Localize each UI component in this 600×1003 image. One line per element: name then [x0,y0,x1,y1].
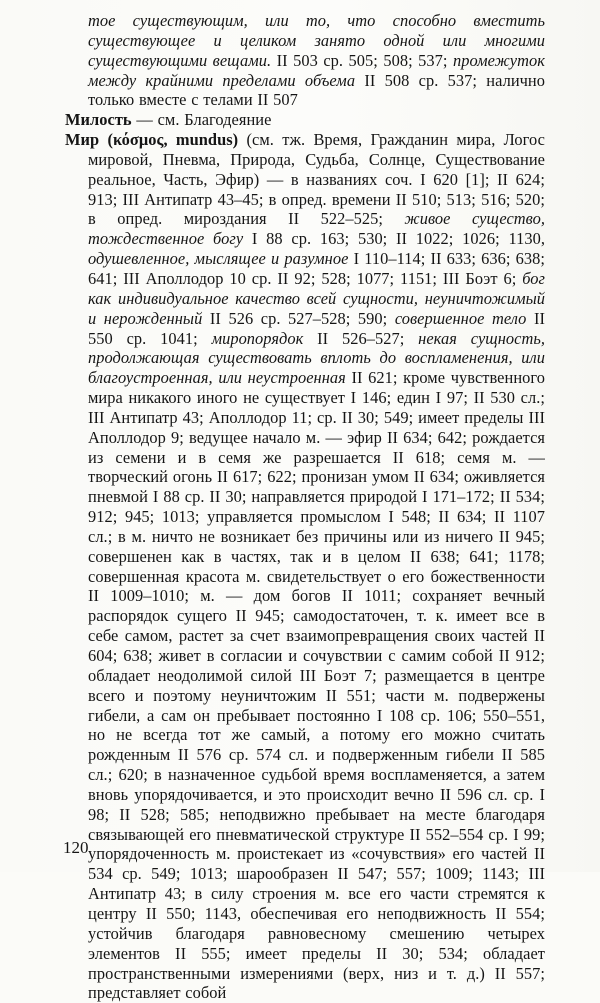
entry-text-segment: одушевленное, мыслящее и разумное [88,249,349,269]
entry-headword: Милость [65,110,132,130]
entry-text-segment: промежуток между крайними пределами объема [88,50,545,90]
entry-text-segment: живое существо, тождественное богу [88,209,545,249]
entry-text-segment: II 621; кроме чувственного мира никакого иного не существует I 146; един I 97; II 530 сл.; III Антипатр 43; Аполлодор 11; ср. II 30; 549; имеет пределы III Аполлодор 9; ведущее начало м. — эфир II 634; 642; рождается из семени и в семя же разрешается II 618; семя м. — творческий огонь II 617; 622; пронизан умом II 634; оживляется пневмой I 88 ср. II 30; направляется природой I 171–172; II 534; 912; 945; 1013; управляется промыслом I 548; II 634; II 1107 сл.; в м. ничто не возникает без причины или из ничего II 945; совершенен как в частях, так и в целом II 638; 641; 1178; совершенная красота м. свидетельствует о его божественности II 1009–1010; м. — дом богов II 1011; сохраняет вечный распорядок сущего II 945; самодостаточен, т. к. имеет все в себе самом, растет за счет взаимопревращения своих частей II 604; 638; живет в согласии и сочувствии с самим собой II 912; обладает неодолимой силой III Боэт 7; размещается в центре всего и поэтому неуничтожим II 551; части м. подвержены гибели, а сам он пребывает постоянно I 108 ср. 106; 550–551, но не всегда тот же самый, а потому его можно считать рожденным II 576 ср. 574 сл. и подверженным гибели II 585 сл.; 620; в назначенное судьбой время воспламеняется, а затем вновь упорядочивается, и это происходит вечно II 596 сл. ср. I 98; II 528; 585; неподвижно пребывает на месте благодаря связывающей его пневматической структуре II 552–554 ср. I 99; упорядоченность м. проистекает из «сочувствия» его частей II 534 ср. 549; 1013; шарообразен II 547; 557; 1009; 1143; III Антипатр 43; в силу строения м. все его части стремятся к центру II 550; 1143, обеспечивая его неподвижность II 554; устойчив благодаря равновесному смешению четырех элементов II 555; имеет пределы II 30; 534; обладает пространственными измерениями (верх, низ и т. д.) II 557; представляет собой [88,368,545,1003]
entry-text-segment: I 88 ср. 163; 530; II 1022; 1026; 1130, [243,229,545,249]
entry-text-segment: — см. Благодеяние [131,110,272,130]
entry-text-segment: II 503 ср. 505; 508; 537; [271,50,453,70]
entry-continuation-mesto [65,11,545,110]
page-number: 120 [63,838,89,857]
entry-text-segment: II 508 ср. 537; налично только вместе с телами II 507 [88,70,546,110]
entry-milost [65,110,545,130]
entry-text-segment: миропорядок [211,328,304,348]
entry-text-segment: (κόσμος, mundus) [99,130,239,150]
entry-text-segment: бог как индивидуальное качество всей сущности, неуничтожимый и нерожденный [88,268,545,328]
entry-mir [65,130,545,1003]
entry-text-segment: некая сущность, продолжающая существовать вплоть до воспламенения, или благоустроенная, или неустроенная [88,328,545,388]
entry-text-segment: II 526 ср. 527–528; 590; [202,308,395,328]
entry-text-segment: тое существующим, или то, что способно вместить существующее и целиком занято одной или многими существующими вещами. [88,11,545,70]
entry-text-segment: (см. тж. Время, Гражданин мира, Логос мировой, Пневма, Природа, Судьба, Солнце, Существование реальное, Часть, Эфир) — в названиях соч. I 620 [1]; II 624; 913; III Антипатр 43–45; в опред. времени II 510; 513; 516; 520; в опред. мироздания II 522–525; [88,130,545,229]
entry-text-segment: II 550 ср. 1041; [88,308,545,348]
entry-headword: Мир [65,130,100,150]
entry-text-segment: II 526–527; [303,328,419,348]
entry-text-segment: I 110–114; II 633; 636; 638; 641; III Аполлодор 10 ср. II 92; 528; 1077; 1151; III Боэт 6; [88,249,545,288]
entry-text-segment: совершенное тело [394,308,527,328]
index-text-column [65,11,545,1003]
